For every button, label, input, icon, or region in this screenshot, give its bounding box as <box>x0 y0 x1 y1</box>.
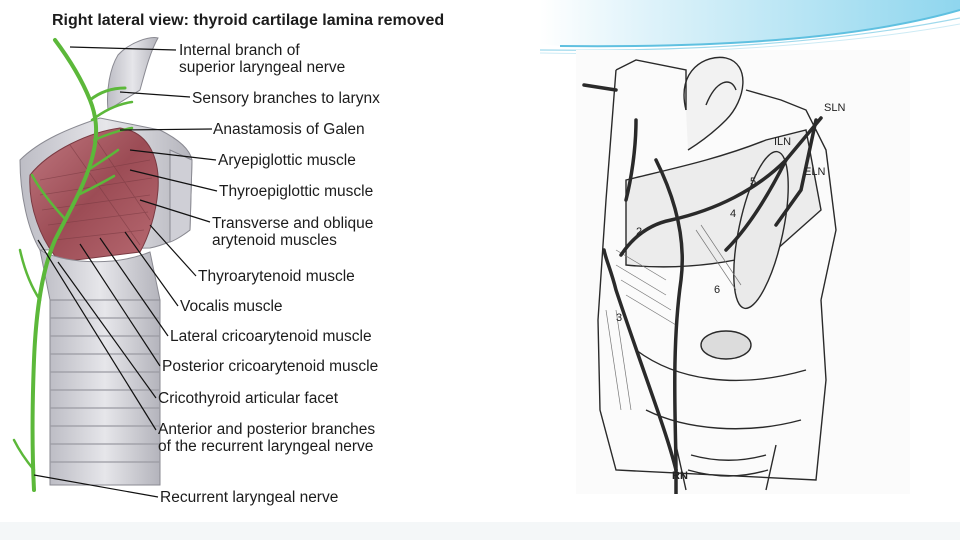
label-vocalis-muscle: Vocalis muscle <box>180 298 283 315</box>
slide-bottom-band <box>0 522 960 540</box>
label-number-6: 6 <box>714 284 721 296</box>
label-thyroarytenoid-muscle: Thyroarytenoid muscle <box>198 268 355 285</box>
label-cricothyroid-articular-facet: Cricothyroid articular facet <box>158 390 339 407</box>
label-iln: ILN <box>774 136 792 148</box>
label-number-4: 4 <box>730 208 737 220</box>
label-sln: SLN <box>824 102 846 114</box>
label-aryepiglottic-muscle: Aryepiglottic muscle <box>218 152 356 169</box>
label-number-2: 2 <box>636 226 643 238</box>
larynx-line-drawing <box>576 50 910 494</box>
label-eln: ELN <box>804 166 826 178</box>
left-figure-title: Right lateral view: thyroid cartilage lamina removed <box>52 12 445 29</box>
label-number-5: 5 <box>750 176 757 188</box>
label-anterior-posterior-branches-rln: Anterior and posterior branches of the recurrent laryngeal nerve <box>158 421 376 455</box>
label-sensory-branches: Sensory branches to larynx <box>192 90 380 107</box>
label-recurrent-laryngeal-nerve: Recurrent laryngeal nerve <box>160 489 339 506</box>
label-lateral-cricoarytenoid-muscle: Lateral cricoarytenoid muscle <box>170 328 372 345</box>
label-rn: RN <box>672 470 688 482</box>
label-number-3: 3 <box>616 312 623 324</box>
label-posterior-cricoarytenoid-muscle: Posterior cricoarytenoid muscle <box>162 358 379 375</box>
label-thyroepiglottic-muscle: Thyroepiglottic muscle <box>219 183 374 200</box>
label-transverse-oblique-arytenoid: Transverse and oblique arytenoid muscles <box>212 215 374 249</box>
label-anastamosis-of-galen: Anastamosis of Galen <box>213 121 365 138</box>
label-internal-branch-superior-laryngeal-nerve: Internal branch of superior laryngeal nerve <box>179 42 346 76</box>
right-anatomy-figure <box>576 50 910 494</box>
